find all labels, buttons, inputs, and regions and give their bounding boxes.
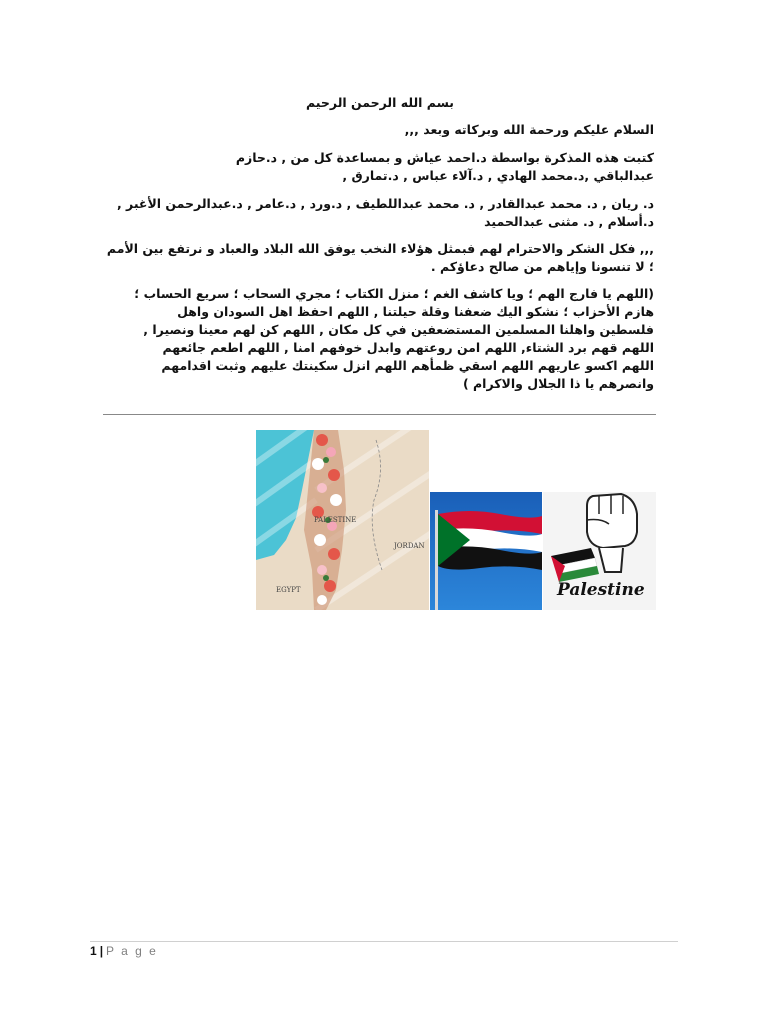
footer-separator: | bbox=[99, 944, 104, 958]
prayer-line-4: اللهم قهم برد الشتاء, اللهم امن روعتهم وابدل خوفهم امنا , اللهم اطعم جائعهم bbox=[162, 340, 654, 355]
prayer-line-2: هازم الأحزاب ؛ نشكو اليك ضعفنا وقلة حيلتنا , اللهم احفظ اهل السودان واهل bbox=[177, 304, 654, 319]
thanks-line-1: ,,, فكل الشكر والاحترام لهم فبمثل هؤلاء النخب يوفق الله البلاد والعباد و نرتفع بين الأمم bbox=[106, 241, 654, 256]
credits-1-line-1: كتبت هذه المذكرة بواسطة د.احمد عياش و بمساعدة كل من , د.حازم bbox=[235, 150, 654, 165]
thanks-line-2: ؛ لا تنسونا وإياهم من صالح دعاؤكم . bbox=[430, 259, 654, 274]
thanks-paragraph bbox=[107, 240, 654, 276]
image-row bbox=[256, 430, 656, 610]
sudan-flag-icon bbox=[430, 492, 542, 610]
fist-caption: Palestine bbox=[557, 580, 645, 600]
greeting bbox=[405, 121, 654, 139]
credits-1-line-2: عبدالباقي ,د.محمد الهادي , د.آلاء عباس , د.تمارق , bbox=[342, 168, 654, 183]
prayer-line-1: (اللهم يا فارج الهم ؛ ويا كاشف الغم ؛ منزل الكتاب ؛ مجري السحاب ؛ سريع الحساب ؛ bbox=[134, 286, 654, 301]
greeting-text: السلام عليكم ورحمة الله وبركاته وبعد ,,, bbox=[404, 122, 654, 137]
prayer-line-3: فلسطين واهلنا المسلمين المستضعفين في كل مكان , اللهم كن لهم معينا ونصيرا , bbox=[143, 322, 654, 337]
palestine-fist-image bbox=[543, 492, 656, 610]
page-footer bbox=[90, 944, 158, 958]
credits-2-line-2: د.أسلام , د. مثنى عبدالحميد bbox=[484, 214, 654, 229]
prayer-line-5: اللهم اكسو عاريهم اللهم اسقي ظمأهم اللهم انزل سكينتك عليهم وثبت اقدامهم bbox=[161, 358, 654, 373]
page-label: P a g e bbox=[106, 944, 158, 958]
map-label-egypt: EGYPT bbox=[276, 586, 301, 594]
prayer-line-6: وانصرهم يا ذا الجلال والاكرام ) bbox=[462, 376, 654, 391]
footer-divider bbox=[90, 941, 678, 942]
credits-2-line-1: د. ريان , د. محمد عبدالقادر , د. محمد عبداللطيف , د.ورد , د.عامر , د.عبدالرحمن الأغبر , bbox=[116, 196, 654, 211]
map-label-palestine: PALESTINE bbox=[314, 516, 357, 524]
page-number: 1 bbox=[90, 944, 97, 958]
basmala-text: بسم الله الرحمن الرحيم bbox=[306, 95, 454, 110]
palestine-map-image bbox=[256, 430, 429, 610]
credits-paragraph-2 bbox=[117, 195, 654, 231]
sudan-flag-image bbox=[430, 492, 542, 610]
basmala bbox=[306, 94, 454, 112]
credits-paragraph-1 bbox=[236, 149, 654, 185]
map-label-jordan: JORDAN bbox=[394, 542, 425, 550]
horizontal-divider bbox=[103, 414, 656, 415]
prayer-paragraph bbox=[134, 285, 654, 393]
